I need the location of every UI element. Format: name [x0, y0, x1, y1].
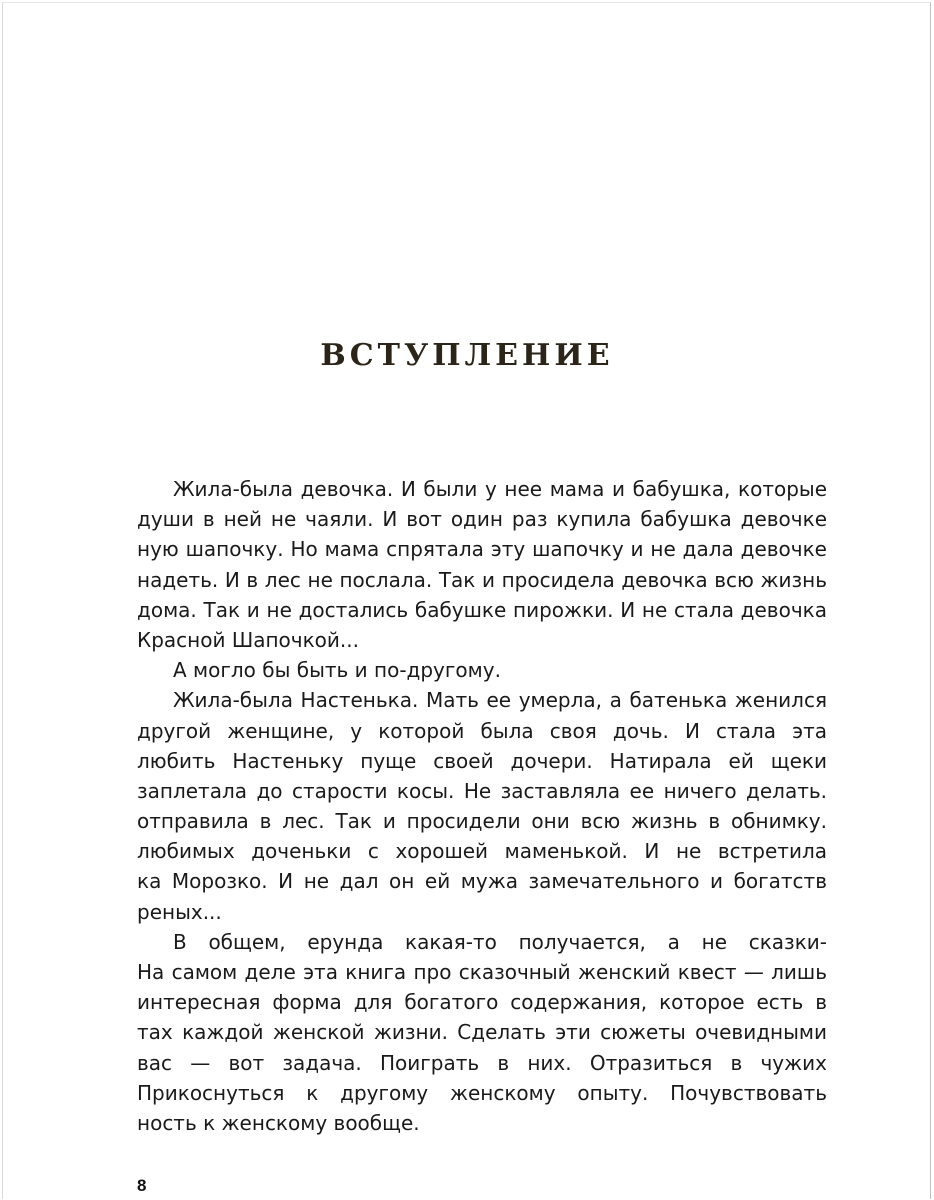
text-line: Жила-была Настенька. Мать ее умерла, а батенька женился	[173, 688, 827, 713]
body-text	[137, 474, 827, 1138]
text-line: ность к женскому вообще.	[137, 1110, 420, 1135]
chapter-title: ВСТУПЛЕНИЕ	[320, 338, 614, 373]
text-line: любимых доченьки с хорошей маменькой. И не встретила	[137, 839, 827, 864]
text-line: надеть. И в лес не послала. Так и просидела девочка всю жизнь	[137, 567, 827, 592]
page-number: 8	[137, 1176, 147, 1195]
text-line: души в ней не чаяли. И вот один раз купила бабушка девочке	[137, 507, 827, 532]
text-line: отправила в лес. Так и просидели они всю жизнь в обнимку.	[137, 809, 827, 834]
text-line: заплетала до старости косы. Не заставляла ее ничего делать.	[137, 778, 827, 803]
text-line: реных...	[137, 899, 222, 924]
text-line: ка Морозко. И не дал он ей мужа замечательного и богатств	[137, 869, 827, 894]
text-line: тах каждой женской жизни. Сделать эти сюжеты очевидными	[137, 1020, 827, 1045]
text-line: другой женщине, у которой была своя дочь. И стала эта	[137, 718, 827, 743]
text-line: вас — вот задача. Поиграть в них. Отразиться в чужих	[137, 1050, 827, 1075]
text-line: интересная форма для богатого содержания, которое есть в	[137, 990, 827, 1015]
text-line: Красной Шапочкой...	[137, 627, 359, 652]
text-line: В общем, ерунда какая-то получается, а не сказки-	[173, 929, 827, 954]
text-line: любить Настеньку пуще своей дочери. Натирала ей щеки	[137, 748, 827, 773]
text-line: дома. Так и не достались бабушке пирожки. И не стала девочка	[137, 597, 827, 622]
text-line: На самом деле эта книга про сказочный женский квест — лишь	[137, 960, 827, 984]
text-line: ную шапочку. Но мама спрятала эту шапочку и не дала девочке	[137, 537, 827, 562]
text-line: Прикоснуться к другому женскому опыту. Почувствовать	[137, 1080, 827, 1105]
text-line: А могло бы быть и по-другому.	[173, 658, 501, 683]
text-line: Жила-была девочка. И были у нее мама и бабушка, которые	[173, 477, 827, 501]
